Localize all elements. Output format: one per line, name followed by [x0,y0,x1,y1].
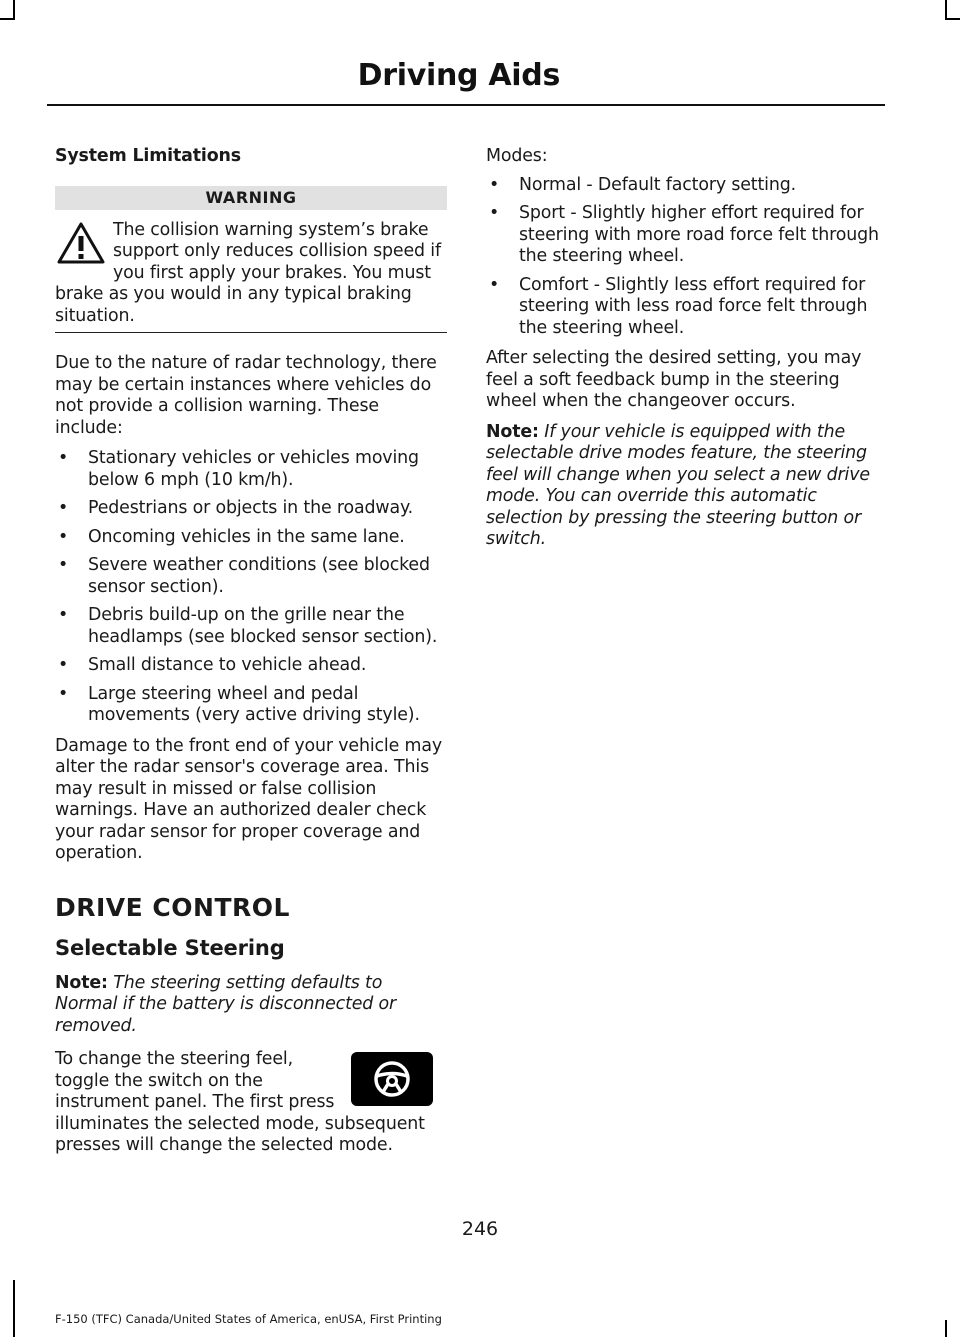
steering-wheel-icon [351,1052,433,1106]
crop-mark [945,18,960,20]
crop-mark [945,0,947,20]
after-paragraph: After selecting the desired setting, you may feel a soft feedback bump in the steering wheel when the changeover occurs. [486,348,862,411]
note-text: If your vehicle is equipped with the selectable drive modes feature, the steering feel will change when you select a new drive mode. You can override this automatic selection by pressing the steering button or switch. [486,421,870,549]
footer-text: F-150 (TFC) Canada/United States of America, enUSA, First Printing [55,1312,442,1326]
note-drive-modes [486,422,880,551]
section-title: System Limitations [55,146,241,166]
warning-box [55,186,447,334]
page-header-title: Driving Aids [357,58,560,93]
list-item: • Comfort - Slightly less effort required for steering with less road force felt through the steering wheel. [489,274,868,338]
warning-triangle-icon [55,220,107,268]
note-label: Note: [486,421,539,442]
toggle-paragraph: To change the steering feel, toggle the switch on the instrument panel. The first press illuminates the selected mode, subsequent presses will change the selected mode. [55,1049,425,1155]
crop-mark [13,0,15,20]
intro-paragraph: Due to the nature of radar technology, there may be certain instances where vehicles do not provide a collision warning. These include: [55,353,437,438]
list-item: • Sport - Slightly higher effort required for steering with more road force felt through the steering wheel. [489,203,879,266]
drive-control-heading: DRIVE CONTROL [55,892,290,922]
list-item: • Stationary vehicles or vehicles moving below 6 mph (10 km/h). [58,448,419,490]
warning-label: WARNING [55,186,447,210]
crop-mark [945,1320,947,1337]
list-item: • Small distance to vehicle ahead. [58,655,367,675]
crop-mark [0,18,15,20]
list-item: • Debris build-up on the grille near the headlamps (see blocked sensor section). [58,605,438,647]
note-steering-default [55,973,447,1038]
list-item: • Oncoming vehicles in the same lane. [58,526,405,547]
limitations-list [55,448,447,727]
damage-paragraph: Damage to the front end of your vehicle may alter the radar sensor's coverage area. This may result in missed or false collision warnings. Have an authorized dealer check your radar sensor for proper coverage and operation. [55,735,442,863]
list-item: • Large steering wheel and pedal movements (very active driving style). [58,683,420,725]
modes-label: Modes: [486,146,548,166]
note-text: The steering setting defaults to Normal if the battery is disconnected or removed. [55,972,397,1036]
warning-text: The collision warning system’s brake support only reduces collision speed if you first apply your brakes. You must brake as you would in any typical braking situation. [55,219,441,326]
list-item: • Pedestrians or objects in the roadway. [58,498,414,518]
left-column [55,146,447,1166]
list-item: • Severe weather conditions (see blocked sensor section). [58,555,430,597]
modes-list [486,175,880,340]
header-rule [47,104,885,106]
page-number: 246 [461,1218,499,1240]
right-column [486,146,880,560]
selectable-steering-heading: Selectable Steering [55,935,285,960]
note-label: Note: [55,972,108,993]
list-item: • Normal - Default factory setting. [489,174,796,195]
steering-toggle-block [55,1049,447,1157]
crop-mark [13,1280,15,1337]
